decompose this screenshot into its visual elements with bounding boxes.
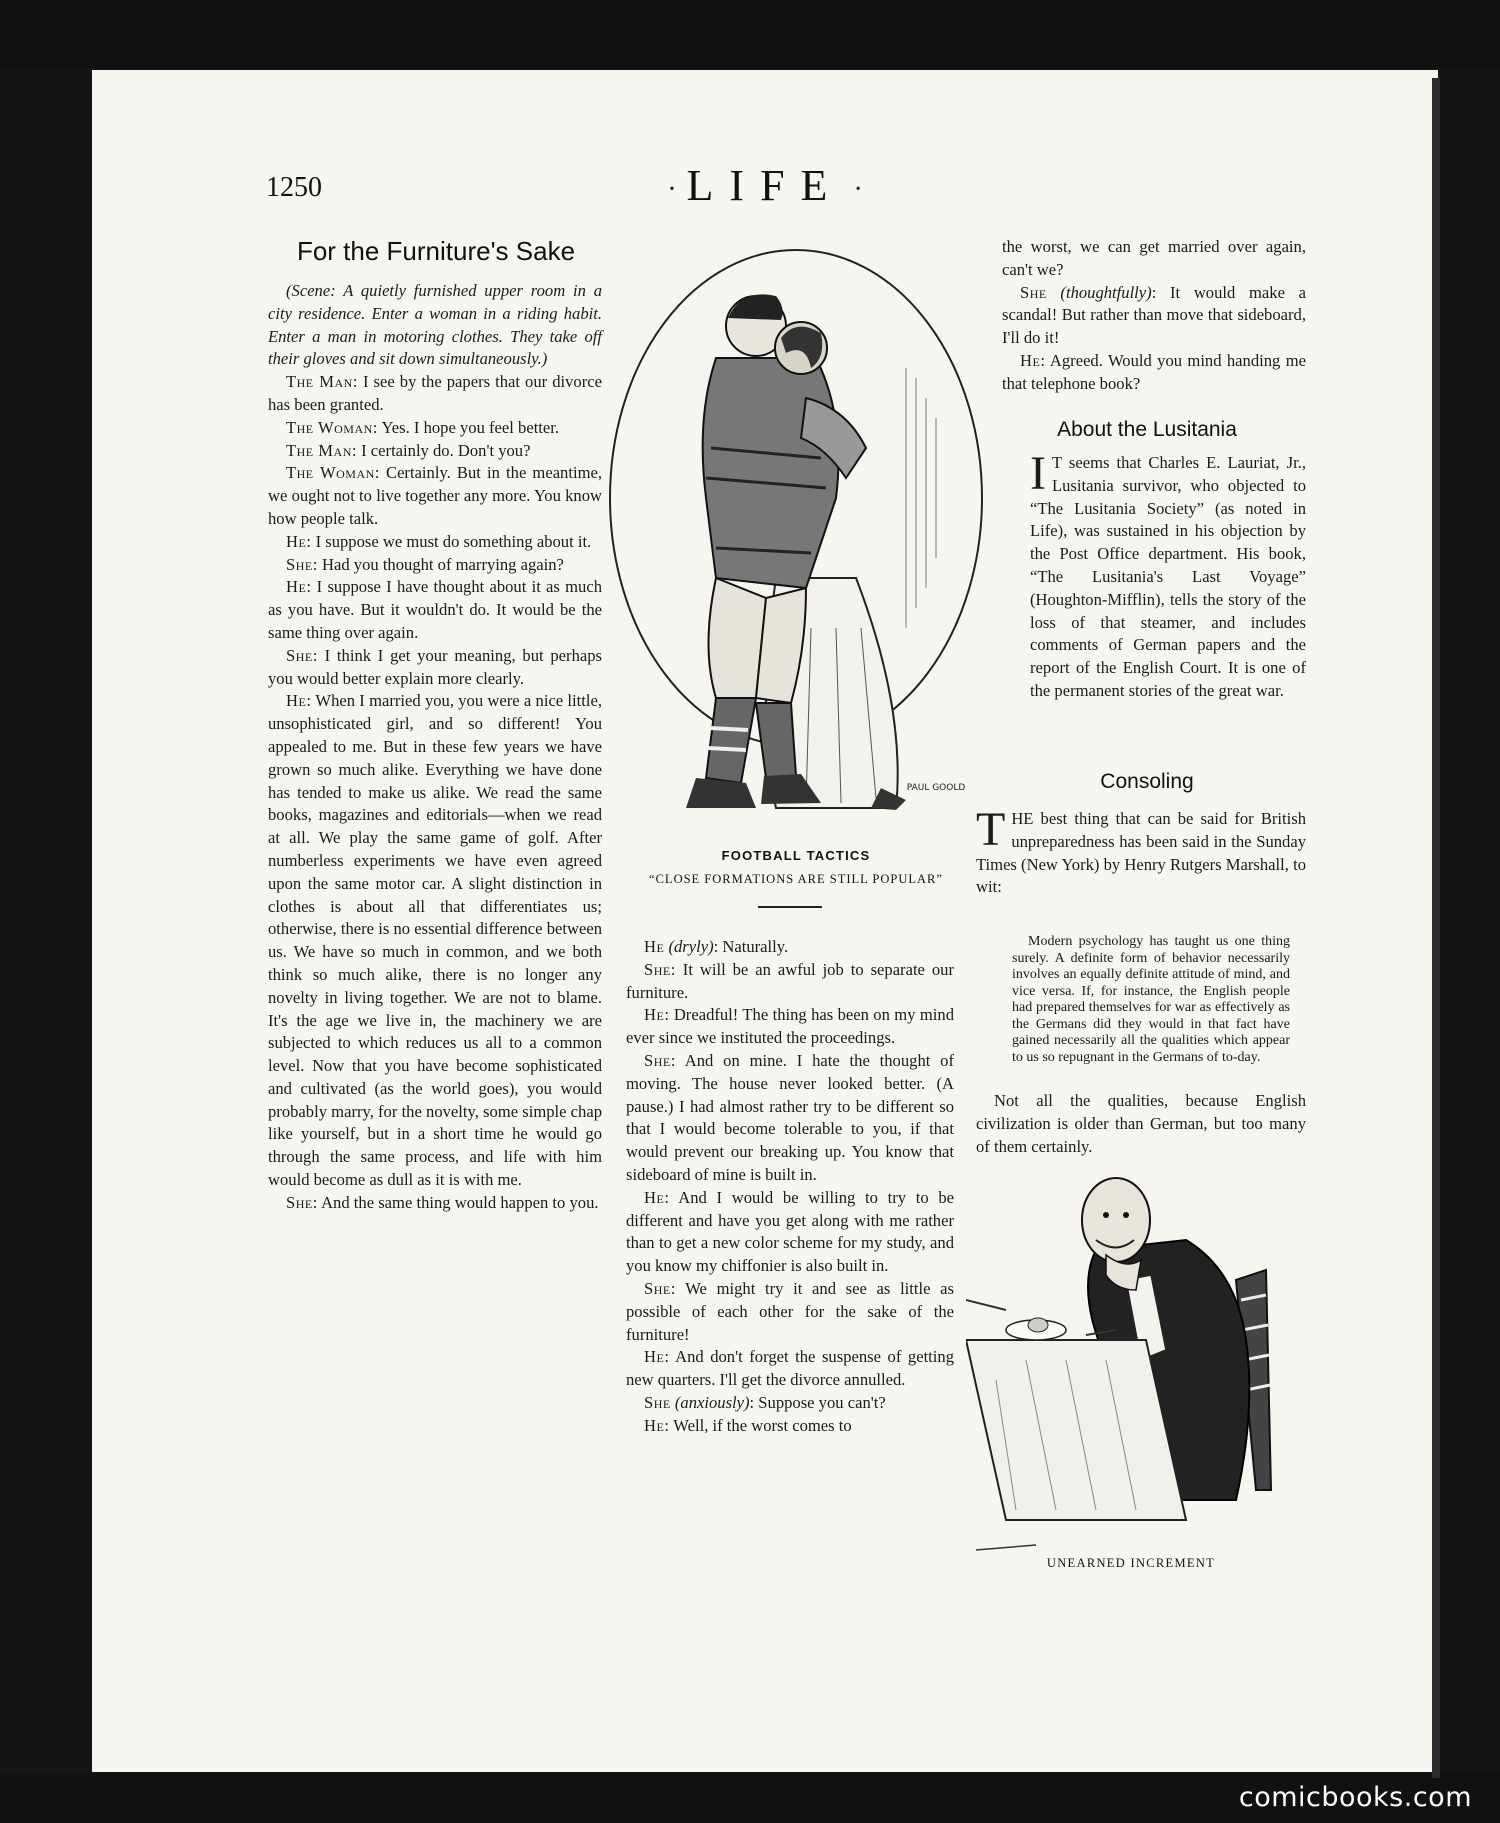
football-tactics-illustration	[606, 248, 986, 818]
speaker-label: She	[644, 1392, 671, 1412]
dialogue-text: Dreadful! The thing has been on my mind ever since we instituted the proceedings.	[626, 1005, 954, 1048]
stage-direction: (thoughtfully)	[1046, 282, 1152, 302]
dialogue-line	[626, 1187, 954, 1278]
lusitania-article	[1030, 447, 1306, 703]
dialogue-line	[626, 1415, 954, 1438]
consoling-dropcap: T	[976, 803, 1006, 856]
speaker-label: She:	[644, 1278, 676, 1298]
dialogue-text: : Naturally.	[713, 937, 789, 956]
speaker-label: She	[1020, 282, 1047, 302]
speaker-label: The Woman:	[286, 417, 378, 437]
speaker-label: She:	[644, 1050, 676, 1070]
speaker-label: She:	[286, 554, 318, 574]
speaker-label: He:	[286, 531, 312, 551]
page-gutter-line	[1432, 78, 1440, 1778]
dialogue-line	[626, 1392, 954, 1415]
dialogue-text: Well, if the worst comes to	[669, 1415, 852, 1435]
dialogue-line	[268, 690, 602, 1192]
scan-top-band	[0, 0, 1500, 68]
dialogue-text: I see by the papers that our divorce has been granted.	[268, 372, 602, 414]
dialogue-line	[268, 417, 602, 440]
lusitania-body: T seems that Charles E. Lauriat, Jr., Lusitania survivor, who objected to “The Lusitania Society” (as noted in Life), was sustained in his objection by the Post Office department. His book, “The Lusitania's Last Voyage” (Houghton-Mifflin), tells the story of the loss of that steamer, and includes comments of German papers and the report of the English Court. It is one of the permanent stories of the great war.	[1030, 453, 1306, 700]
dialogue-line	[626, 1004, 954, 1050]
dialogue-line	[268, 576, 602, 644]
dialogue-line	[1002, 236, 1306, 282]
dialogue-text: And I would be willing to try to be different and have you get along with me rather than to get a new color scheme for my study, and you know my chiffonier is also built in.	[626, 1187, 954, 1276]
article-title-lusitania: About the Lusitania	[1057, 418, 1237, 441]
scene-intro: (Scene: A quietly furnished upper room in a city residence. Enter a woman in a riding habit. Enter a man in motoring clothes. They take off their gloves and sit down simultaneously.)	[268, 281, 602, 369]
football-caption-quote: “CLOSE FORMATIONS ARE STILL POPULAR”	[649, 872, 943, 886]
column-1	[268, 280, 602, 1215]
speaker-label: She:	[286, 1192, 318, 1212]
dialogue-text: I suppose we must do something about it.	[311, 531, 592, 551]
watermark: comicbooks.com	[1238, 1782, 1472, 1813]
masthead-title: LIFE	[686, 161, 844, 210]
dialogue-line	[626, 1278, 954, 1346]
dialogue-line	[626, 1050, 954, 1187]
block-quote	[1012, 934, 1290, 1066]
dialogue-text: And on mine. I hate the thought of moving. The house never looked better. (A pause.) I had almost rather try to be different so that I would become tolerable to you, if that would prevent our breaking up. You know that sideboard of mine is built in.	[626, 1050, 954, 1184]
column-3-continuation	[1002, 236, 1306, 396]
lusitania-dropcap: I	[1030, 447, 1046, 500]
consoling-closing	[976, 1090, 1306, 1158]
dialogue-line	[268, 645, 602, 691]
consoling-article	[976, 803, 1306, 899]
masthead: · LIFE ·	[667, 161, 863, 210]
page-number: 1250	[266, 172, 322, 203]
dialogue-text: I suppose I have thought about it as much as you have. But it wouldn't do. It would be the same thing over again.	[268, 577, 602, 642]
dialogue-line	[1002, 350, 1306, 396]
dialogue-text: It will be an awful job to separate our furniture.	[626, 959, 954, 1002]
section-rule	[758, 906, 822, 908]
speaker-label: He:	[644, 1005, 670, 1025]
speaker-label: He:	[286, 691, 312, 711]
dialogue-line	[626, 936, 954, 959]
article-title-furniture: For the Furniture's Sake	[296, 236, 576, 266]
dialogue-text: When I married you, you were a nice little, unsophisticated girl, and so different! You appealed to me. But in these few years we have grown so much alike. Everything we have done has tended to make us alike. We read the same books, magazines and editorials—when we read at all. We play the same game of golf. After numberless experiments we have even agreed upon the same motor car. A slight distinction in clothes is about all that differentiates us; otherwise, there is no essential difference between us. We have so much in common, and we both think so much alike, there is no longer any novelty in living together. We are not to blame. It's the age we live in, the machinery we are subjected to which reduces us all to a common level. Now that you have become sophisticated and cultivated (as the world goes), you would probably marry, for the novelty, some simple chap like yourself, but in a short time he would go through the same process, and life with him would become as dull as it is with me.	[268, 691, 602, 1190]
dialogue-line	[626, 1346, 954, 1392]
dialogue-line	[626, 959, 954, 1005]
speaker-label: He:	[644, 1415, 670, 1435]
dialogue-text: Yes. I hope you feel better.	[377, 417, 560, 437]
dialogue-line	[268, 554, 602, 577]
stage-direction: (anxiously)	[670, 1392, 750, 1412]
stage-direction: (dryly)	[664, 937, 714, 956]
speaker-label: He:	[644, 1347, 670, 1367]
dialogue-text: Certainly. But in the meantime, we ought not to live together any more. You know how people talk.	[268, 463, 602, 528]
consoling-body: HE best thing that can be said for British unpreparedness has been said in the Sunday Times (New York) by Henry Rutgers Marshall, to wit:	[976, 809, 1306, 897]
unearned-increment-illustration	[966, 1160, 1296, 1570]
speaker-label: The Man:	[286, 440, 357, 460]
column-2	[626, 936, 954, 1438]
dialogue-line	[268, 440, 602, 463]
dialogue-line	[268, 371, 602, 417]
speaker-label: He:	[286, 577, 312, 597]
speaker-label: He:	[644, 1187, 670, 1207]
dialogue-text: Had you thought of marrying again?	[317, 554, 564, 574]
speaker-label: The Woman:	[286, 463, 380, 483]
block-quote-text: Modern psychology has taught us one thing surely. A definite form of behavior necessarily involves an equally definite attitude of mind, and vice versa. If, for instance, the English people had prepared themselves for war as effectively as the Germans did they would in that fact have gained necessarily all the qualities which appear to us so repugnant in the Germans of to-day.	[1012, 934, 1290, 1065]
consoling-closing-text: Not all the qualities, because English civilization is older than German, but too many of them certainly.	[976, 1091, 1306, 1156]
dialogue-line	[268, 1192, 602, 1215]
dialogue-text: And the same thing would happen to you.	[317, 1192, 599, 1212]
speaker-label: He:	[1020, 350, 1046, 370]
scan-left-edge	[0, 0, 96, 1823]
dialogue-line	[268, 462, 602, 530]
illustration-signature: PAUL GOOLD	[906, 783, 966, 793]
dialogue-text: : It would make a scandal! But rather than move that sideboard, I'll do it!	[1002, 282, 1306, 348]
dialogue-line	[1002, 282, 1306, 350]
dialogue-text: : Suppose you can't?	[749, 1392, 886, 1412]
dialogue-text: We might try it and see as little as possible of each other for the sake of the furniture!	[626, 1278, 954, 1344]
dialogue-line	[268, 531, 602, 554]
speaker-label: She:	[286, 645, 318, 665]
football-caption-title: FOOTBALL TACTICS	[721, 848, 871, 863]
speaker-label: He	[644, 937, 665, 956]
speaker-label: The Man:	[286, 372, 358, 392]
dialogue-text: And don't forget the suspense of getting new quarters. I'll get the divorce annulled.	[626, 1347, 954, 1390]
dialogue-text: the worst, we can get married over again, can't we?	[1002, 237, 1306, 279]
article-title-consoling: Consoling	[1100, 770, 1194, 793]
dialogue-text: Agreed. Would you mind handing me that telephone book?	[1002, 350, 1306, 393]
unearned-increment-caption: UNEARNED INCREMENT	[1046, 1556, 1216, 1570]
dialogue-text: I certainly do. Don't you?	[356, 440, 531, 460]
speaker-label: She:	[644, 959, 676, 979]
dialogue-text: I think I get your meaning, but perhaps you would better explain more clearly.	[268, 645, 602, 688]
